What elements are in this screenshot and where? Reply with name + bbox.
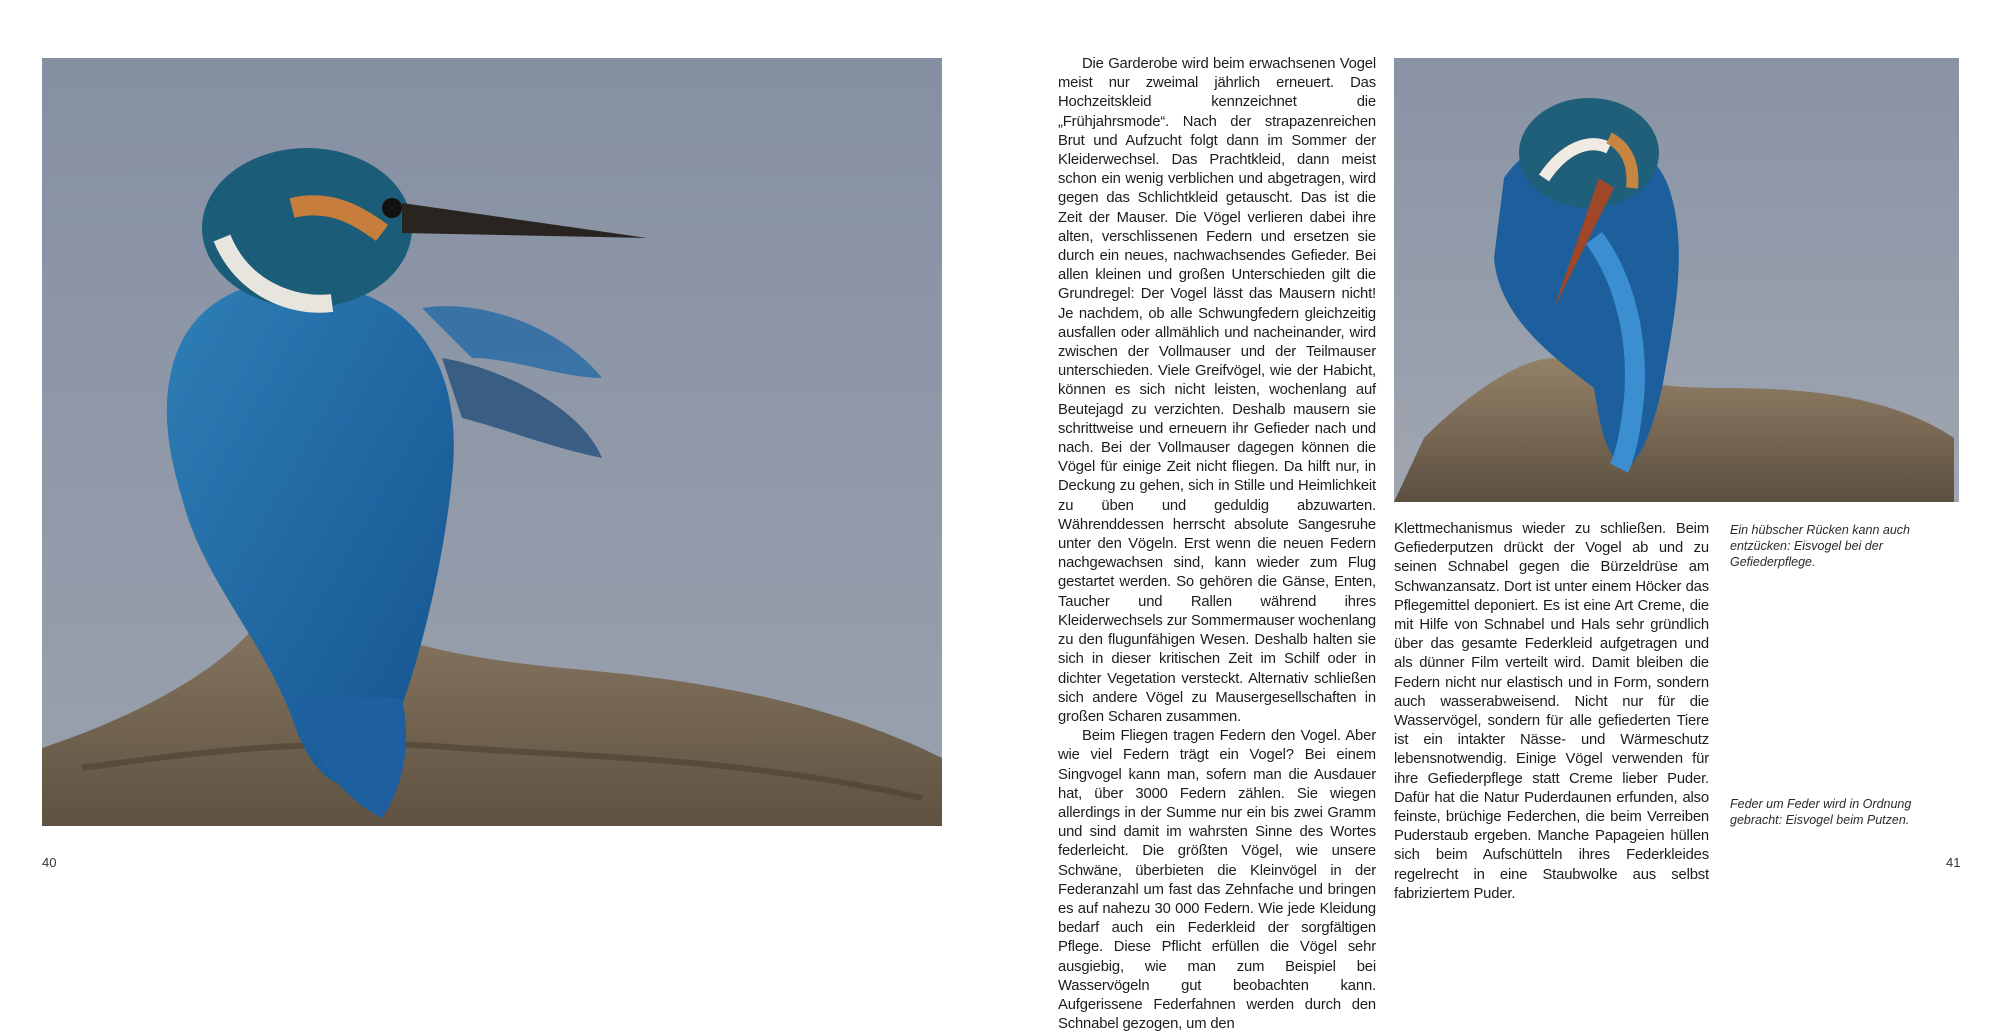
page-number-right: 41	[1946, 855, 1961, 870]
body-paragraph-3: Klettmechanismus wieder zu schließen. Beim Gefiederputzen drückt der Vogel ab und zu seinen Schnabel gegen die Bürzeldrüse am Schwanzansatz. Dort ist unter einem Höcker das Pflegemittel deponiert. Es ist eine Art Creme, die mit Hilfe von Schnabel und Hals sehr gründlich über das gesamte Federkleid aufgetragen und als dünner Film verteilt wird. Damit bleiben die Federn nicht nur elastisch und in Form, sondern auch wasserabweisend. Nicht nur für die Wasservögel, sondern für alle gefiederten Tiere ist ein intakter Nässe- und Wärmeschutz lebensnotwendig. Einige Vögel verwenden für ihre Gefiederpflege statt Creme lieber Puder. Dafür hat die Natur Puderdaunen erfunden, also feinste, brüchige Federchen, die beim Verreiben Puderstaub ergeben. Manche Papageien hüllen sich beim Aufschütteln ihres Federkleides regelrecht in eine Staubwolke aus selbst fabriziertem Puder.	[1394, 521, 1709, 902]
kingfisher-photo-right	[1394, 58, 1959, 502]
photo-caption-top: Ein hübscher Rücken kann auch entzücken: Eisvogel bei der Gefiederpflege.	[1730, 523, 1910, 569]
body-paragraph-1: Die Garderobe wird beim erwachsenen Vogel meist nur zweimal jährlich erneuert. Das Hochzeitskleid kennzeichnet die „Frühjahrsmode“. Nach der strapazenreichen Brut und Aufzucht folgt dann im Sommer der Kleiderwechsel. Das Prachtkleid, dann meist schon ein wenig verblichen und abgetragen, wird gegen das Schlichtkleid getauscht. Das ist die Zeit der Mauser. Die Vögel verlieren dabei ihre alten, verschlissenen Federn und ersetzen sie durch ein neues, nachwachsendes Gefieder. Bei allen kleinen und großen Unterschieden gilt die Grundregel: Der Vogel lässt das Mausern nicht! Je nachdem, ob alle Schwungfedern gleichzeitig ausfallen oder allmählich und nacheinander, wird zwischen der Vollmauser und der Teilmauser unterschieden. Viele Greifvögel, wie der Habicht, können es sich nicht leisten, wochenlang auf Beutejagd zu verzichten. Deshalb mausern sie schrittweise und erneuern ihr Gefieder nach und nach. Bei der Vollmauser dagegen können die Vögel für einige Zeit nicht fliegen. Da hilft nur, in Deckung zu gehen, sich in Stille und Heimlichkeit zu üben und geduldig abzuwarten. Währenddessen herrscht absolute Sangesruhe unter den Vögeln. Erst wenn die neuen Federn nachgewachsen sind, kann wieder zum Flug gestartet werden. So gehören die Gänse, Enten, Taucher und Rallen während ihres Kleiderwechsels zur Sommermauser wochenlang zu den flugunfähigen Wesen. Deshalb halten sie sich in dieser kritischen Zeit im Schilf oder in dichter Vegetation versteckt. Alternativ schließen sich andere Vögel zu Mausergesellschaften in großen Scharen zusammen.	[1058, 56, 1376, 725]
kingfisher-photo-left	[42, 58, 942, 826]
text-column-1	[1058, 55, 1376, 1034]
kingfisher-illustration	[42, 58, 942, 826]
text-column-2	[1394, 520, 1709, 904]
photo-caption-bottom: Feder um Feder wird in Ordnung gebracht: Eisvogel beim Putzen.	[1730, 797, 1912, 827]
body-paragraph-2: Beim Fliegen tragen Federn den Vogel. Aber wie viel Federn trägt ein Vogel? Bei einem Singvogel kann man, sofern man die Ausdauer hat, über 3000 Federn zählen. Sie wiegen allerdings in der Summe nur ein bis zwei Gramm und sind damit im wahrsten Sinne des Wortes federleicht. Die größten Vögel, wie unsere Schwäne, überbieten die Kleinvögel in der Federanzahl um fast das Zehnfache und bringen es auf nahezu 30 000 Federn. Wie jede Kleidung bedarf auch ein Federkleid der sorgfältigen Pflege. Diese Pflicht erfüllen die Vögel sehr ausgiebig, wie man zum Beispiel bei Wasservögeln gut beobachten kann. Aufgerissene Federfahnen werden durch den Schnabel gezogen, um den	[1058, 728, 1376, 1033]
kingfisher-preening-illustration	[1394, 58, 1959, 502]
page-number-left: 40	[42, 855, 57, 870]
